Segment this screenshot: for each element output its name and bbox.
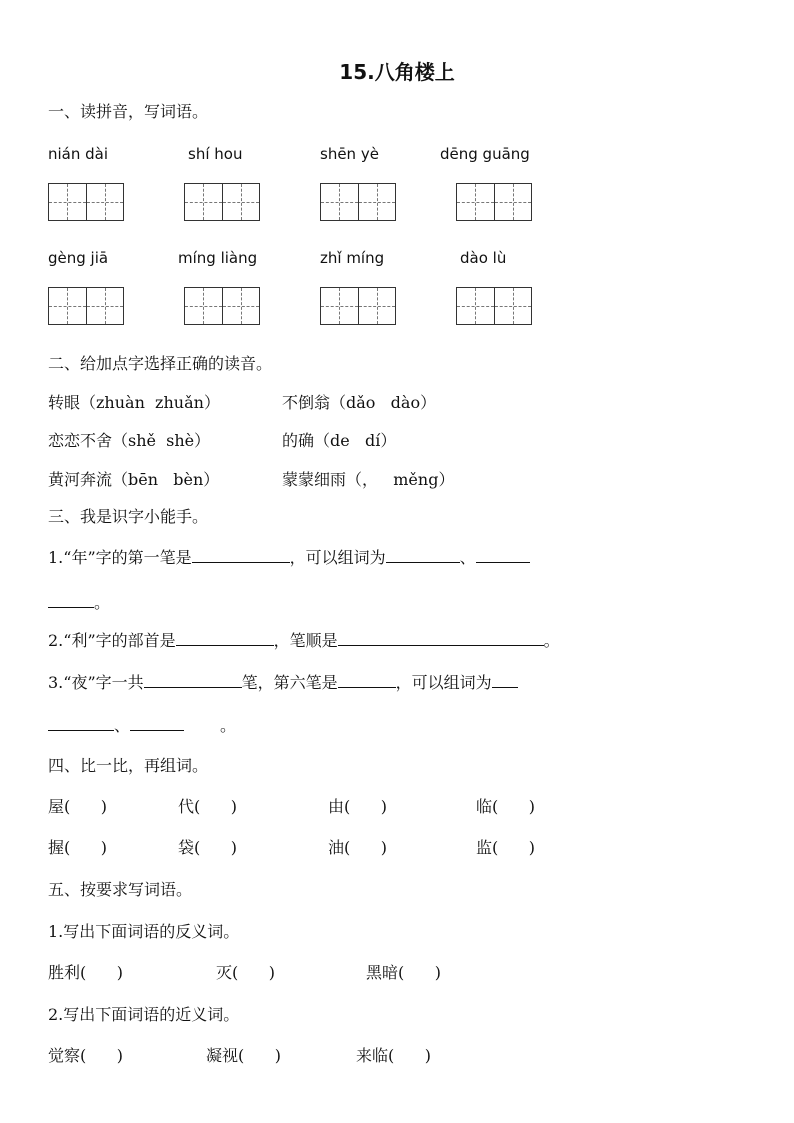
question-text: 笔，第六笔是 [241,673,338,692]
compare-item: 代( ) [178,797,238,816]
reading-choice: 不倒翁（dǎo dào） [282,393,437,412]
reading-choice: 恋恋不舍（shě shè） [48,431,211,450]
pinyin-label: dào lù [460,249,507,267]
synonym-item: 来临( ) [356,1046,432,1065]
question-text: ，可以组词为 [289,548,386,567]
answer-blank[interactable] [144,671,242,688]
question-text: 3.“夜”字一共 [48,673,144,692]
section-3-heading: 三、我是识字小能手。 [48,507,209,526]
answer-blank[interactable] [338,671,396,688]
compare-item: 由( ) [328,797,388,816]
question-1-continued [48,591,110,614]
reading-choice: 蒙蒙细雨（， měng） [282,470,455,489]
question-text: ，可以组词为 [395,673,492,692]
compare-item: 握( ) [48,838,108,857]
question-3 [48,671,518,694]
writing-grid[interactable] [48,183,124,221]
synonym-item: 凝视( ) [206,1046,282,1065]
writing-grid[interactable] [456,287,532,325]
section-2-heading: 二、给加点字选择正确的读音。 [48,354,273,373]
writing-grid[interactable] [184,287,260,325]
answer-blank[interactable] [130,714,184,731]
synonym-item: 觉察( ) [48,1046,124,1065]
pinyin-label: zhǐ míng [320,249,385,267]
writing-grid[interactable] [320,287,396,325]
writing-grid[interactable] [456,183,532,221]
answer-blank[interactable] [48,714,114,731]
question-1 [48,546,530,569]
question-text: 。 [220,716,237,735]
compare-item: 油( ) [328,838,388,857]
writing-grid[interactable] [320,183,396,221]
antonym-item: 黑暗( ) [366,963,442,982]
pinyin-label: shí hou [188,145,243,163]
page-title: 15.八角楼上 [339,60,455,84]
pinyin-label: shēn yè [320,145,379,163]
section-1-heading: 一、读拼音，写词语。 [48,102,209,121]
question-text: 1.“年”字的第一笔是 [48,548,192,567]
question-2 [48,629,560,652]
question-text: 。 [94,593,111,612]
antonym-item: 灭( ) [216,963,276,982]
writing-grid[interactable] [184,183,260,221]
compare-item: 临( ) [476,797,536,816]
pinyin-label: nián dài [48,145,109,163]
pinyin-label: gèng jiā [48,249,109,267]
question-3-continued [48,714,236,737]
sub-question: 1.写出下面词语的反义词。 [48,922,240,941]
section-4-heading: 四、比一比，再组词。 [48,756,209,775]
answer-blank[interactable] [338,629,544,646]
question-text: 、 [459,548,476,567]
antonym-item: 胜利( ) [48,963,124,982]
question-text: 、 [114,716,131,735]
answer-blank[interactable] [386,546,460,563]
answer-blank[interactable] [492,671,518,688]
answer-blank[interactable] [176,629,274,646]
pinyin-label: dēng guāng [440,145,530,163]
pinyin-label: míng liàng [178,249,258,267]
question-text: 2.“利”字的部首是 [48,631,176,650]
answer-blank[interactable] [192,546,290,563]
reading-choice: 的确（de dí） [282,431,397,450]
question-text: ，笔顺是 [273,631,338,650]
sub-question: 2.写出下面词语的近义词。 [48,1005,240,1024]
answer-blank[interactable] [48,591,94,608]
compare-item: 屋( ) [48,797,108,816]
reading-choice: 转眼（zhuàn zhuǎn） [48,393,220,412]
answer-blank[interactable] [476,546,530,563]
compare-item: 监( ) [476,838,536,857]
section-5-heading: 五、按要求写词语。 [48,880,193,899]
compare-item: 袋( ) [178,838,238,857]
question-text: 。 [543,631,560,650]
writing-grid[interactable] [48,287,124,325]
reading-choice: 黄河奔流（bēn bèn） [48,470,220,489]
